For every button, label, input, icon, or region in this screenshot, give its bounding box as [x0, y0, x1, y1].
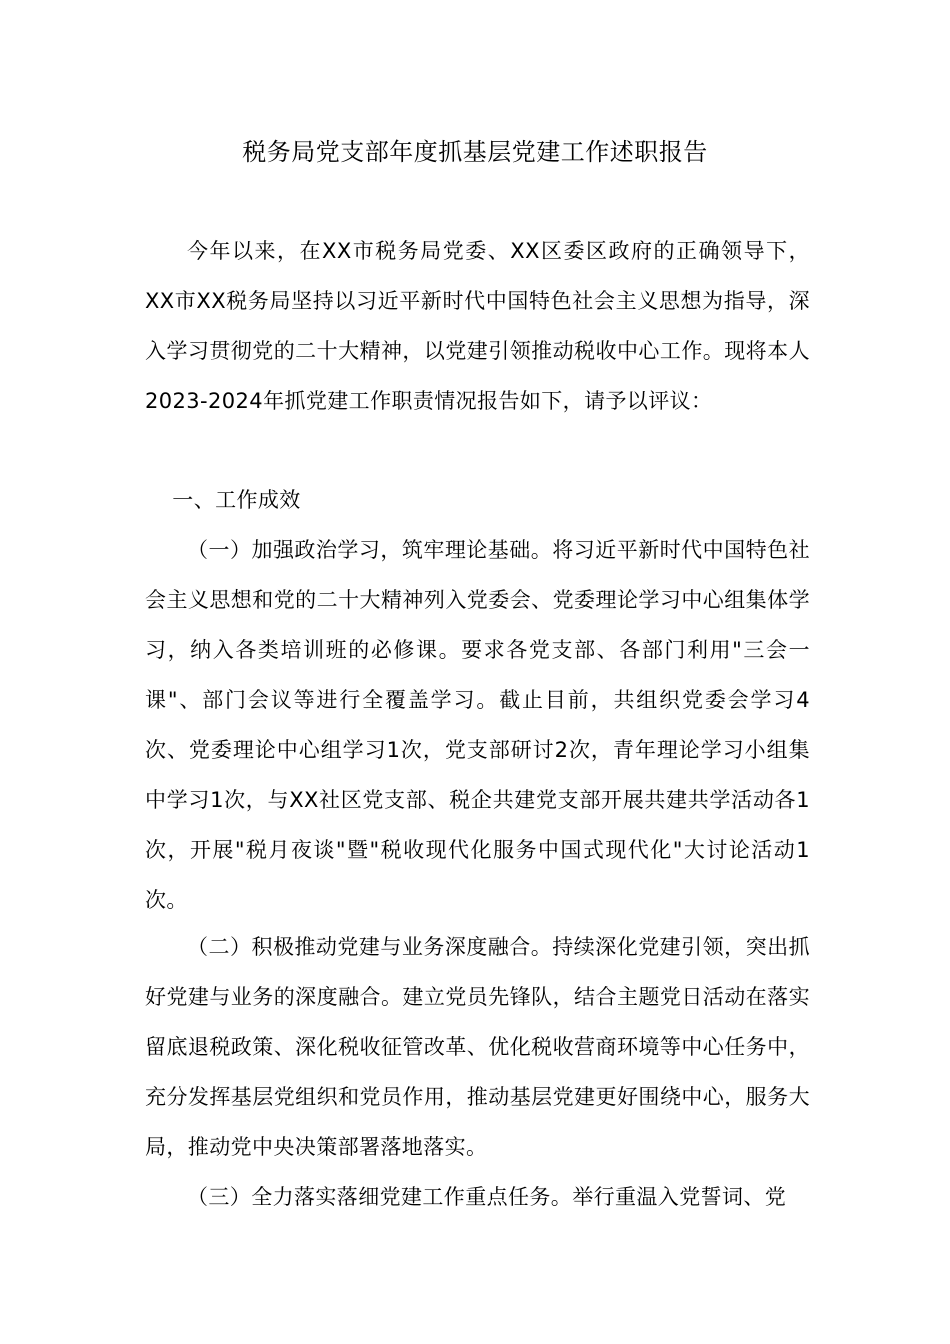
intro-block: [145, 226, 810, 426]
item1-block: [145, 525, 810, 925]
item2-paragraph: （二）积极推动党建与业务深度融合。持续深化党建引领，突出抓好党建与业务的深度融合。建立党员先锋队，结合主题党日活动在落实留底退税政策、深化税收征管改革、优化税收营商环境等中心任务中，充分发挥基层党组织和党员作用，推动基层党建更好围绕中心，服务大局，推动党中央决策部署落地落实。: [145, 935, 810, 1159]
item2-block: [145, 922, 810, 1172]
item1-paragraph: （一）加强政治学习，筑牢理论基础。将习近平新时代中国特色社会主义思想和党的二十大精神列入党委会、党委理论学习中心组集体学习，纳入各类培训班的必修课。要求各党支部、各部门利用"三会一课"、部门会议等进行全覆盖学习。截止目前，共组织党委会学习4次、党委理论中心组学习1次，党支部研讨2次，青年理论学习小组集中学习1次，与XX社区党支部、税企共建党支部开展共建共学活动各1次，开展"税月夜谈"暨"税收现代化服务中国式现代化"大讨论活动1次。: [145, 538, 810, 912]
item3-paragraph: （三）全力落实落细党建工作重点任务。举行重温入党誓词、党: [187, 1185, 787, 1209]
item3-block: [145, 1172, 810, 1222]
section-heading-block: [145, 475, 810, 525]
document-title: 税务局党支部年度抓基层党建工作述职报告: [242, 138, 708, 166]
intro-paragraph: 今年以来，在XX市税务局党委、XX区委区政府的正确领导下，XX市XX税务局坚持以习近平新时代中国特色社会主义思想为指导，深入学习贯彻党的二十大精神，以党建引领推动税收中心工作。现将本人2023-2024年抓党建工作职责情况报告如下，请予以评议：: [145, 239, 810, 413]
section-heading: 一、工作成效: [172, 488, 301, 512]
